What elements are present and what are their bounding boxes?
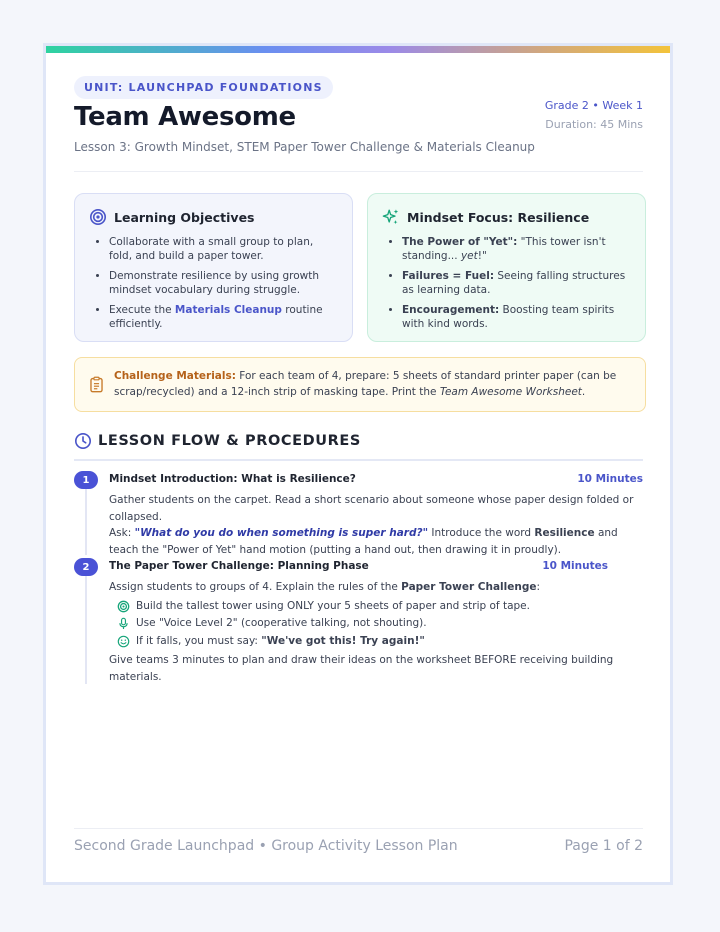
mindset-focus-card xyxy=(367,193,646,342)
step-title: The Paper Tower Challenge: Planning Phase xyxy=(109,560,369,572)
objective-item: • Demonstrate resilience by using growth mindset vocabulary during struggle. xyxy=(109,269,338,297)
rule-item: Build the tallest tower using ONLY your 5 sheets of paper and strip of tape. xyxy=(117,598,643,616)
footer-divider xyxy=(74,828,643,829)
mindset-item: • The Power of "Yet": "This tower isn't standing... yet!" xyxy=(402,235,631,263)
objective-item: • Execute the Materials Cleanup routine efficiently. xyxy=(109,303,338,331)
page-title: Team Awesome xyxy=(74,102,296,132)
objectives-list xyxy=(89,235,338,331)
page-number: Page 1 of 2 xyxy=(564,838,643,854)
target-icon xyxy=(117,600,130,613)
rule-item: If it falls, you must say: "We've got this! Try again!" xyxy=(117,633,643,651)
microphone-icon xyxy=(117,617,130,630)
ask-question: "What do you do when something is super hard?" xyxy=(134,527,429,539)
step-duration: 10 Minutes xyxy=(542,560,608,572)
objective-item: • Collaborate with a small group to plan, fold, and build a paper tower. xyxy=(109,235,338,263)
lesson-flow-heading xyxy=(74,432,361,450)
lesson-flow-title: LESSON FLOW & PROCEDURES xyxy=(98,433,361,449)
step-number-badge: 1 xyxy=(74,471,98,489)
step-rail xyxy=(85,489,87,555)
step-duration: 10 Minutes xyxy=(577,473,643,485)
materials-cleanup-highlight: Materials Cleanup xyxy=(174,304,282,316)
footer-course-label: Second Grade Launchpad • Group Activity Lesson Plan xyxy=(74,838,458,854)
procedure-step xyxy=(74,471,643,556)
lesson-plan-page xyxy=(43,43,673,885)
step-rail xyxy=(85,576,87,684)
step-body: Gather students on the carpet. Read a short scenario about someone whose paper design folded or collapsed. Ask: "What do you do when something is super hard?" Introduce the word Resilience and teach the "Power of Yet" hand motion (putting a hand out, then drawing it in proudly). xyxy=(109,494,634,556)
mindset-title: Mindset Focus: Resilience xyxy=(407,209,590,225)
objectives-title: Learning Objectives xyxy=(114,209,255,225)
unit-badge: UNIT: LAUNCHPAD FOUNDATIONS xyxy=(74,76,333,99)
learning-objectives-card xyxy=(74,193,353,342)
procedure-step xyxy=(74,558,643,683)
mindset-item: • Failures = Fuel: Seeing falling structures as learning data. xyxy=(402,269,631,297)
grade-week-label: Grade 2 • Week 1 xyxy=(544,99,643,112)
header-divider xyxy=(74,171,643,172)
duration-label: Duration: 45 Mins xyxy=(545,118,643,131)
step-body: Assign students to groups of 4. Explain the rules of the Paper Tower Challenge: Build the tallest tower using ONLY your 5 sheets of paper and strip of tape. Use "Voice Level 2" (cooperative talking, not shouting). If it falls, you must say: "We've got this! Try again!" Give teams 3 minutes to plan and draw their ideas on the worksheet BEFORE receiving building materials. xyxy=(109,579,643,685)
challenge-materials-callout xyxy=(74,357,646,412)
challenge-label: Challenge Materials: xyxy=(114,370,236,382)
clock-icon xyxy=(74,432,92,450)
sparkles-icon xyxy=(382,208,400,226)
gradient-top-bar xyxy=(46,46,670,53)
lesson-flow-divider xyxy=(74,459,643,461)
lesson-subtitle: Lesson 3: Growth Mindset, STEM Paper Tower Challenge & Materials Cleanup xyxy=(74,140,535,154)
step-number-badge: 2 xyxy=(74,558,98,576)
mindset-list xyxy=(382,235,631,331)
challenge-text: Challenge Materials: For each team of 4, prepare: 5 sheets of standard printer paper (can be scrap/recycled) and a 12-inch strip of masking tape. Print the Team Awesome Worksheet. xyxy=(114,370,617,398)
smile-icon xyxy=(117,635,130,648)
step-title: Mindset Introduction: What is Resilience? xyxy=(109,473,356,485)
rule-item: Use "Voice Level 2" (cooperative talking, not shouting). xyxy=(117,615,643,633)
clipboard-icon xyxy=(88,376,105,393)
mindset-item: • Encouragement: Boosting team spirits with kind words. xyxy=(402,303,631,331)
challenge-rules-list xyxy=(109,598,643,651)
target-icon xyxy=(89,208,107,226)
